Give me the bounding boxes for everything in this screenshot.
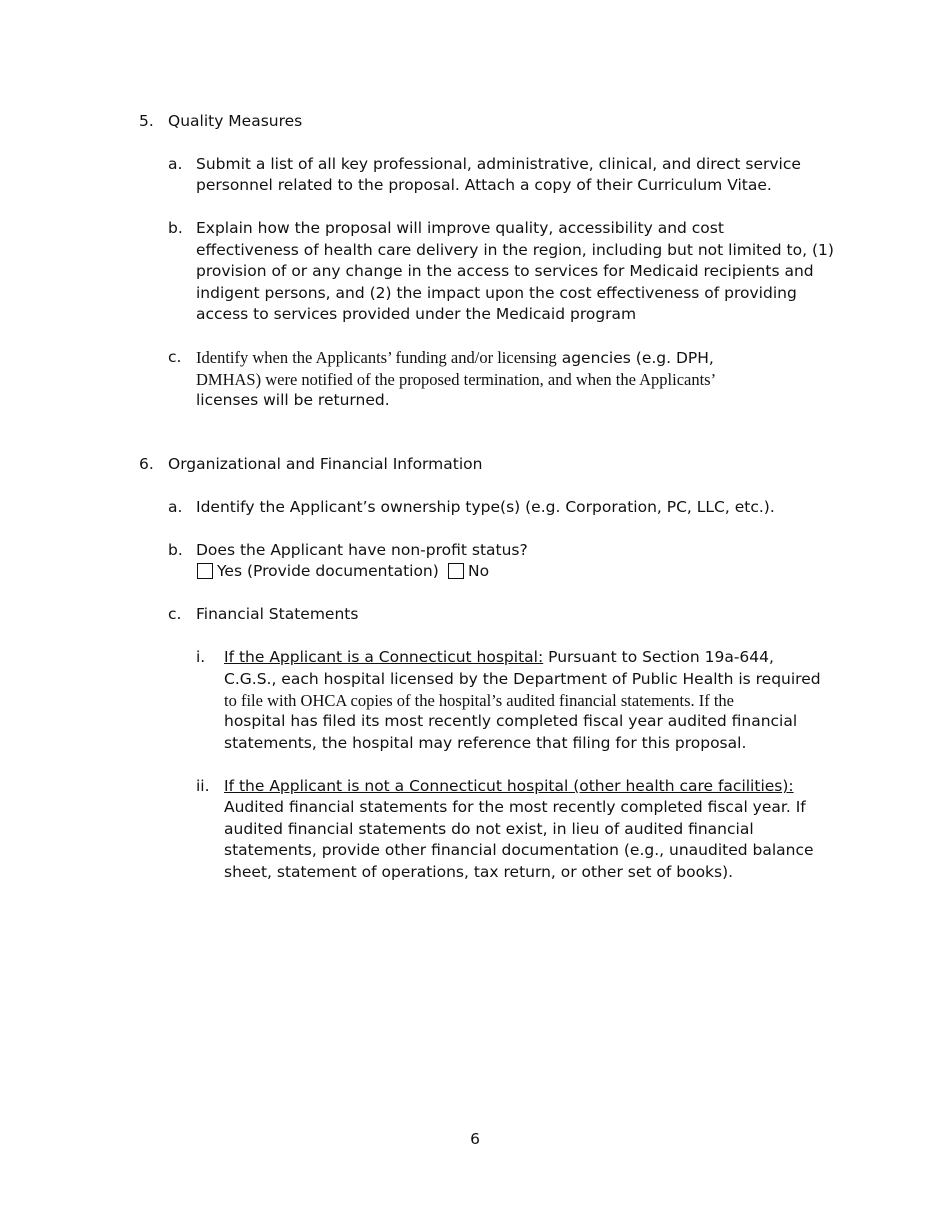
item-text-line: Identify the Applicant’s ownership type(s) (e.g. Corporation, PC, LLC, etc.). [196, 498, 775, 516]
section-title: Organizational and Financial Information [168, 455, 483, 473]
item-text-line: Audited financial statements for the most recently completed fiscal year. If [224, 798, 806, 816]
item-text-line: statements, provide other financial documentation (e.g., unaudited balance [224, 841, 814, 859]
yes-checkbox[interactable] [197, 563, 213, 579]
item-text-line: audited financial statements do not exist, in lieu of audited financial [224, 820, 754, 838]
subitem-heading: If the Applicant is not a Connecticut hospital (other health care facilities): [224, 777, 794, 795]
item-text-line: Submit a list of all key professional, administrative, clinical, and direct service [196, 155, 801, 173]
subitem-heading: If the Applicant is a Connecticut hospital: [224, 648, 544, 666]
item-letter: a. [168, 498, 183, 516]
subitem-numeral: i. [196, 648, 206, 666]
item-text-line [224, 647, 774, 669]
item-text-line: indigent persons, and (2) the impact upon the cost effectiveness of providing [196, 284, 797, 302]
item-text-line [196, 347, 714, 370]
non-profit-no-option[interactable] [448, 561, 489, 583]
item-text-line: statements, the hospital may reference that filing for this proposal. [224, 734, 747, 752]
item-text-line: DMHAS) were notified of the proposed termination, and when the Applicants’ [196, 370, 717, 389]
item-letter: b. [168, 219, 183, 237]
section-title: Quality Measures [168, 112, 303, 130]
serif-text: Identify when the Applicants’ funding and/or licensing [196, 348, 557, 367]
page-number: 6 [470, 1130, 480, 1148]
item-text-line: provision of or any change in the access to services for Medicaid recipients and [196, 262, 814, 280]
yes-label: Yes (Provide documentation) [217, 562, 439, 580]
item-letter: c. [168, 348, 182, 366]
item-text-line: Does the Applicant have non-profit status? [196, 541, 528, 559]
item-text-line: access to services provided under the Medicaid program [196, 305, 637, 323]
item-text-line: effectiveness of health care delivery in the region, including but not limited to, (1) [196, 241, 834, 259]
section-number: 5. [139, 112, 154, 130]
item-text-line: licenses will be returned. [196, 391, 390, 409]
item-letter: b. [168, 541, 183, 559]
item-text-line: sheet, statement of operations, tax return, or other set of books). [224, 863, 734, 881]
section-number: 6. [139, 455, 154, 473]
item-letter: c. [168, 605, 182, 623]
sans-text: agencies (e.g. DPH, [556, 349, 714, 367]
non-profit-yes-option[interactable] [197, 561, 439, 583]
item-text-line: Explain how the proposal will improve quality, accessibility and cost [196, 219, 724, 237]
subitem-numeral: ii. [196, 777, 210, 795]
item-text-line: Financial Statements [196, 605, 359, 623]
no-label: No [468, 562, 490, 580]
no-checkbox[interactable] [448, 563, 464, 579]
item-text-line: hospital has filed its most recently completed fiscal year audited financial [224, 712, 798, 730]
item-text-line: personnel related to the proposal. Attach a copy of their Curriculum Vitae. [196, 176, 772, 194]
item-letter: a. [168, 155, 183, 173]
item-text-line: to file with OHCA copies of the hospital’s audited financial statements. If the [224, 691, 735, 710]
subitem-text: Pursuant to Section 19a-644, [543, 648, 774, 666]
item-text-line: C.G.S., each hospital licensed by the Department of Public Health is required [224, 670, 821, 688]
